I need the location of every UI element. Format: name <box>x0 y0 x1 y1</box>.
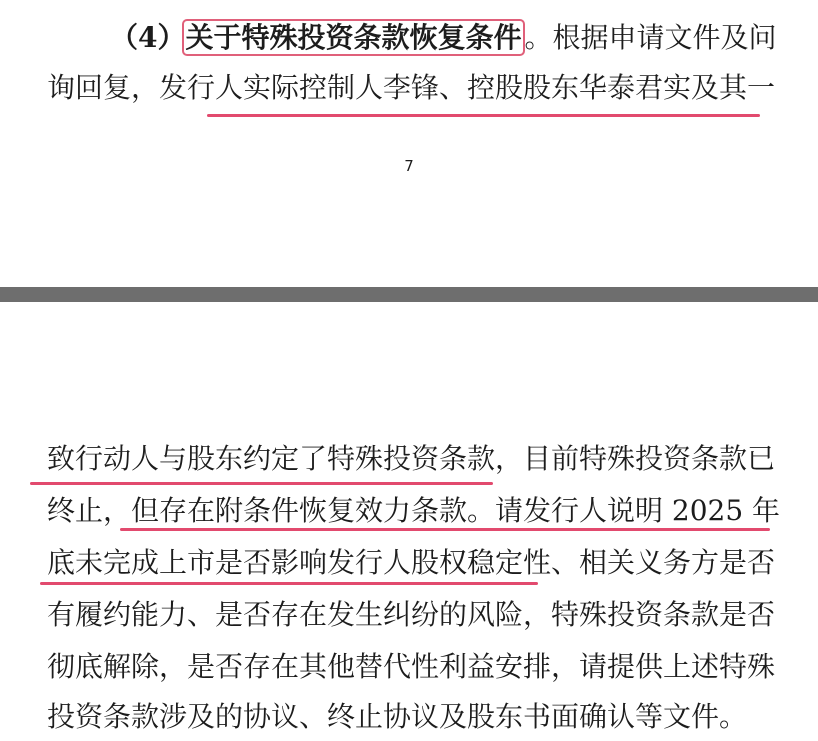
text-line-1-rest: 。根据申请文件及问 <box>524 21 777 54</box>
underline-annotation-3 <box>120 528 770 531</box>
document-page-lower <box>0 302 818 741</box>
highlighted-heading: 关于特殊投资条款恢复条件 <box>182 19 524 56</box>
text-line-7: 彻底解除，是否存在其他替代性利益安排，请提供上述特殊 <box>47 650 776 683</box>
text-line-4: 终止，但存在附条件恢复效力条款。请发行人说明 2025 年 <box>47 494 781 527</box>
document-page-upper <box>0 0 818 287</box>
page-separator <box>0 287 818 302</box>
page-number: 7 <box>404 157 414 175</box>
underline-annotation-1 <box>207 114 760 117</box>
text-line-6: 有履约能力、是否存在发生纠纷的风险，特殊投资条款是否 <box>47 598 776 631</box>
text-line-3: 致行动人与股东约定了特殊投资条款，目前特殊投资条款已 <box>47 442 776 475</box>
underline-annotation-2 <box>30 482 493 485</box>
underline-annotation-4 <box>40 582 538 585</box>
text-line-5: 底未完成上市是否影响发行人股权稳定性、相关义务方是否 <box>47 546 776 579</box>
text-line-1 <box>110 18 777 58</box>
text-line-2: 询回复，发行人实际控制人李锋、控股股东华泰君实及其一 <box>47 71 776 104</box>
text-line-8: 投资条款涉及的协议、终止协议及股东书面确认等文件。 <box>47 700 748 733</box>
section-label: （4） <box>110 21 186 54</box>
